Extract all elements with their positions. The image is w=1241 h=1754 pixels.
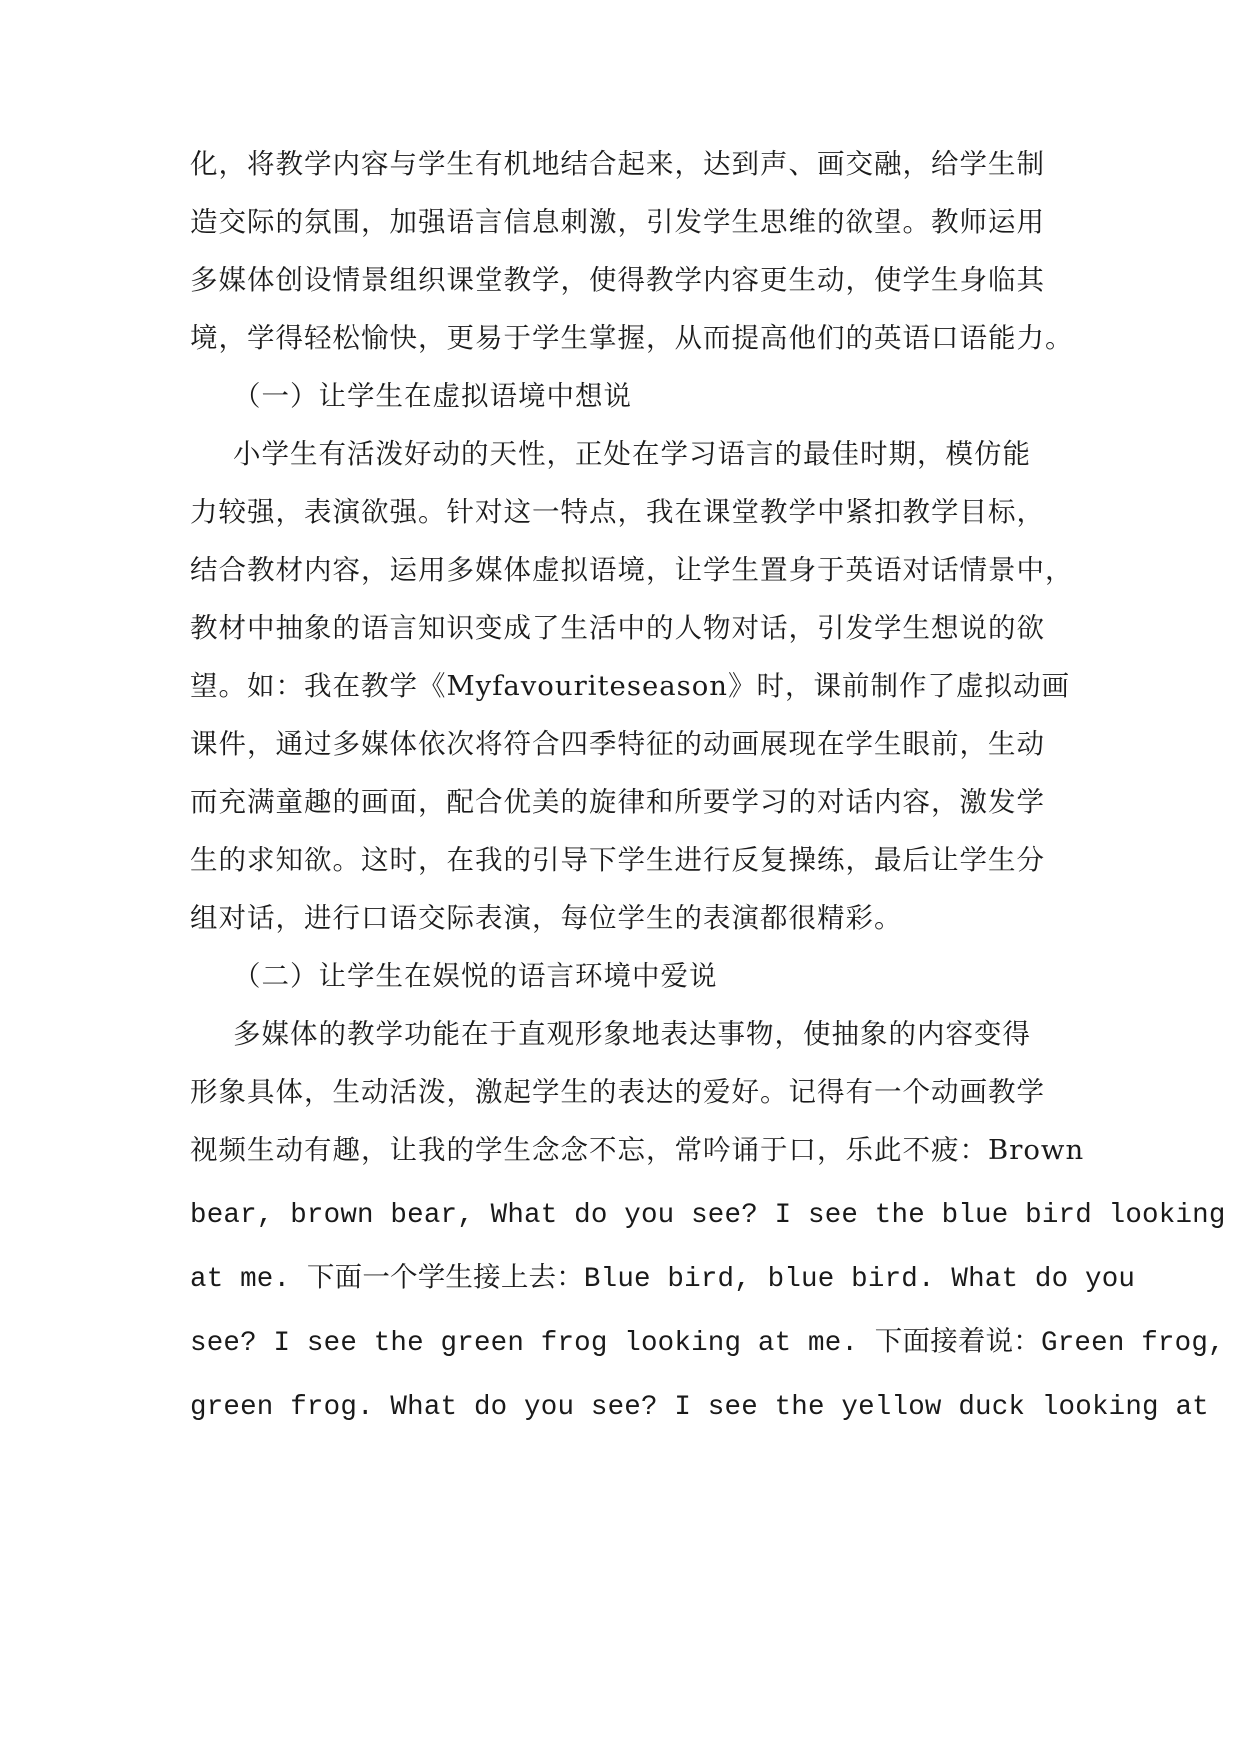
paragraph-line: 结合教材内容，运用多媒体虚拟语境，让学生置身于英语对话情景中， — [190, 554, 1074, 586]
paragraph-line: see? I see the green frog looking at me. 下面接着说：Green frog, — [190, 1328, 1225, 1359]
paragraph-line: 境，学得轻松愉快，更易于学生掌握，从而提高他们的英语口语能力。 — [190, 322, 1074, 354]
paragraph-line: 力较强，表演欲强。针对这一特点，我在课堂教学中紧扣教学目标， — [190, 496, 1045, 528]
section-heading: （二）让学生在娱悦的语言环境中爱说 — [233, 960, 718, 992]
paragraph-line: 多媒体创设情景组织课堂教学，使得教学内容更生动，使学生身临其 — [190, 264, 1045, 296]
paragraph-line: 生的求知欲。这时，在我的引导下学生进行反复操练，最后让学生分 — [190, 844, 1045, 876]
paragraph-line: 多媒体的教学功能在于直观形象地表达事物，使抽象的内容变得 — [233, 1018, 1031, 1050]
paragraph-line: 教材中抽象的语言知识变成了生活中的人物对话，引发学生想说的欲 — [190, 612, 1045, 644]
paragraph-line: 小学生有活泼好动的天性，正处在学习语言的最佳时期，模仿能 — [233, 438, 1031, 470]
paragraph-line: green frog. What do you see? I see the yellow duck looking at — [190, 1392, 1209, 1423]
paragraph-line: 课件，通过多媒体依次将符合四季特征的动画展现在学生眼前，生动 — [190, 728, 1045, 760]
section-heading: （一）让学生在虚拟语境中想说 — [233, 380, 632, 412]
paragraph-line: 造交际的氛围，加强语言信息刺激，引发学生思维的欲望。教师运用 — [190, 206, 1045, 238]
paragraph-line: 望。如：我在教学《Myfavouriteseason》时，课前制作了虚拟动画 — [190, 670, 1070, 702]
paragraph-line: at me. 下面一个学生接上去：Blue bird, blue bird. What do you — [190, 1264, 1136, 1295]
paragraph-line: 而充满童趣的画面，配合优美的旋律和所要学习的对话内容，激发学 — [190, 786, 1045, 818]
paragraph-line: 视频生动有趣，让我的学生念念不忘，常吟诵于口，乐此不疲：Brown — [190, 1134, 1085, 1166]
paragraph-line: 形象具体，生动活泼，激起学生的表达的爱好。记得有一个动画教学 — [190, 1076, 1045, 1108]
paragraph-line: 组对话，进行口语交际表演，每位学生的表演都很精彩。 — [190, 902, 903, 934]
paragraph-line: bear, brown bear, What do you see? I see the blue bird looking — [190, 1200, 1226, 1231]
paragraph-line: 化，将教学内容与学生有机地结合起来，达到声、画交融，给学生制 — [190, 148, 1045, 180]
